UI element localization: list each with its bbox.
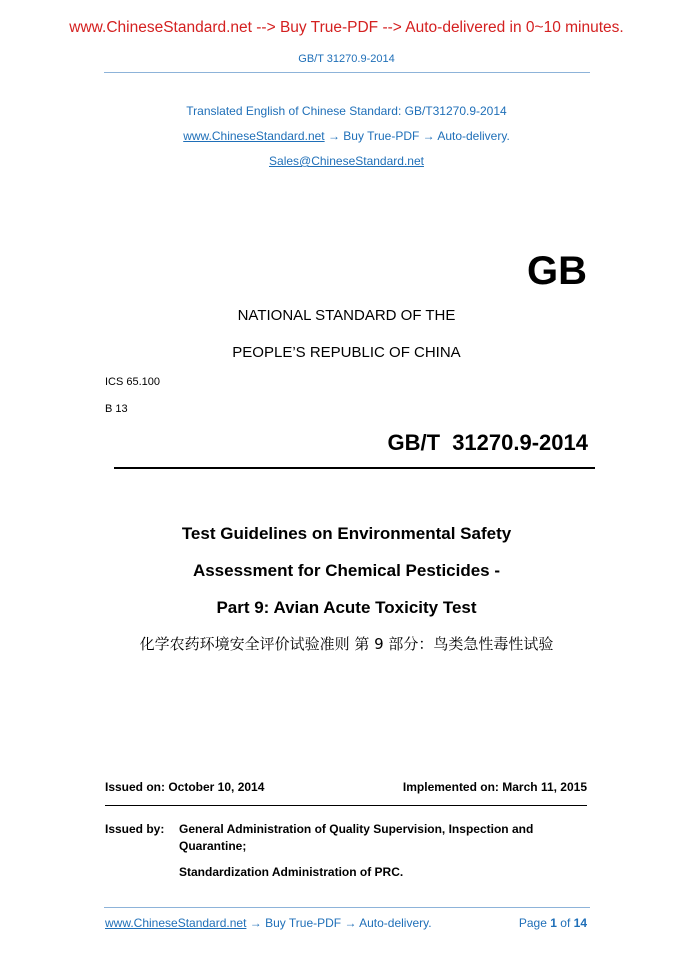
translated-line: Translated English of Chinese Standard: GB/T31270.9-2014 [186, 104, 507, 118]
header-divider [104, 72, 590, 73]
dates-divider [105, 805, 587, 806]
issued-on-date: Issued on: October 10, 2014 [105, 780, 265, 794]
total-pages: 14 [573, 916, 587, 930]
top-banner[interactable]: www.ChineseStandard.net --> Buy True-PDF --> Auto-delivered in 0~10 minutes. [69, 19, 624, 36]
sales-line [0, 154, 693, 168]
issued-by [105, 821, 595, 855]
page-number: 1 [550, 916, 557, 930]
issued-by-label: Issued by: [105, 822, 165, 836]
footer-site-link[interactable]: www.ChineseStandard.net [105, 916, 247, 930]
footer-buy-text: → Buy True-PDF → Auto-delivery. [246, 916, 432, 930]
page-indicator [519, 916, 587, 930]
page-label: Page [518, 916, 547, 930]
implemented-on-date: Implemented on: March 11, 2015 [402, 780, 587, 794]
ics-code: ICS 65.100 [105, 376, 161, 388]
site-link[interactable]: www.ChineseStandard.net [183, 129, 325, 143]
title-line3: Part 9: Avian Acute Toxicity Test [216, 598, 477, 617]
footer-links [105, 916, 432, 930]
footer-divider [104, 907, 590, 908]
national-standard-line2: PEOPLE’S REPUBLIC OF CHINA [232, 344, 461, 361]
chinese-title: 化学农药环境安全评价试验准则 第 9 部分：鸟类急性毒性试验 [139, 635, 554, 653]
national-standard-line1: NATIONAL STANDARD OF THE [237, 307, 456, 324]
issued-by-org1: General Administration of Quality Supervision, Inspection and Quarantine; [179, 822, 534, 853]
ccs-code: B 13 [105, 403, 128, 415]
header-standard-number: GB/T 31270.9-2014 [298, 53, 395, 65]
sales-email-link[interactable]: Sales@ChineseStandard.net [269, 154, 424, 168]
standard-number: GB/T 31270.9-2014 [387, 430, 588, 455]
buy-line [0, 129, 693, 143]
title-line2: Assessment for Chemical Pesticides - [192, 561, 501, 580]
of-label: of [560, 916, 571, 930]
title-line1: Test Guidelines on Environmental Safety [181, 524, 512, 543]
issued-by-org2: Standardization Administration of PRC. [179, 865, 404, 879]
gb-logo: GB [527, 249, 587, 293]
title-divider [114, 467, 595, 469]
buy-text: → Buy True-PDF → Auto-delivery. [324, 129, 510, 143]
